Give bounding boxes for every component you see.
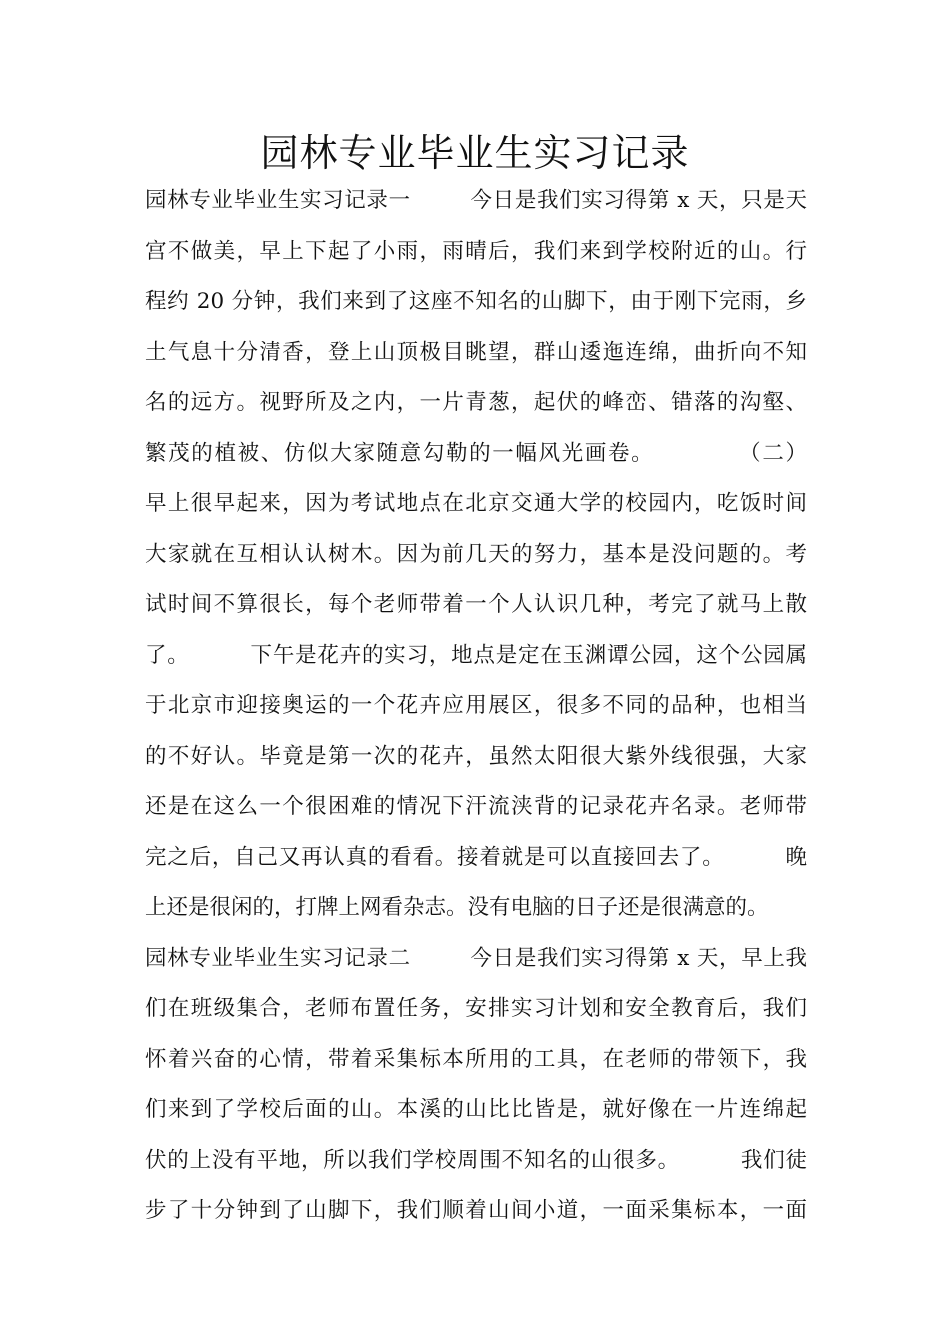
text-line: 宫不做美，早上下起了小雨，雨晴后，我们来到学校附近的山。行 bbox=[145, 238, 807, 264]
document-body bbox=[145, 176, 807, 1237]
text-line: 名的远方。视野所及之内，一片青葱，起伏的峰峦、错落的沟壑、 bbox=[145, 390, 807, 415]
text-line: 们来到了学校后面的山。本溪的山比比皆是，就好像在一片连绵起 bbox=[145, 1097, 807, 1122]
document-title: 园林专业毕业生实习记录 bbox=[260, 131, 690, 175]
text-line: 繁茂的植被、仿似大家随意勾勒的一幅风光画卷。 （二） bbox=[145, 440, 807, 466]
text-line: 于北京市迎接奥运的一个花卉应用展区，很多不同的品种，也相当 bbox=[145, 693, 807, 718]
text-line: 伏的上没有平地，所以我们学校周围不知名的山很多。 我们徒 bbox=[145, 1147, 807, 1173]
text-line: 大家就在互相认认树木。因为前几天的努力，基本是没问题的。考 bbox=[145, 541, 807, 567]
text-line: 了。 下午是花卉的实习，地点是定在玉渊谭公园，这个公园属 bbox=[145, 642, 807, 668]
text-line: 园林专业毕业生实习记录二 今日是我们实习得第 x 天，早上我 bbox=[145, 945, 807, 971]
text-line: 们在班级集合，老师布置任务，安排实习计划和安全教育后，我们 bbox=[145, 996, 807, 1021]
text-line: 还是在这么一个很困难的情况下汗流浃背的记录花卉名录。老师带 bbox=[145, 794, 807, 819]
text-line: 土气息十分清香，登上山顶极目眺望，群山逶迤连绵，曲折向不知 bbox=[145, 339, 807, 365]
text-line: 园林专业毕业生实习记录一 今日是我们实习得第 x 天，只是天 bbox=[145, 188, 807, 213]
text-line: 步了十分钟到了山脚下，我们顺着山间小道，一面采集标本，一面 bbox=[145, 1198, 807, 1223]
text-line: 的不好认。毕竟是第一次的花卉，虽然太阳很大紫外线很强，大家 bbox=[145, 743, 807, 769]
text-line: 程约 20 分钟，我们来到了这座不知名的山脚下，由于刚下完雨，乡 bbox=[145, 289, 807, 314]
text-line: 试时间不算很长，每个老师带着一个人认识几种，考完了就马上散 bbox=[145, 592, 807, 617]
text-line: 上还是很闲的，打牌上网看杂志。没有电脑的日子还是很满意的。 bbox=[145, 895, 769, 920]
text-line: 怀着兴奋的心情，带着采集标本所用的工具，在老师的带领下，我 bbox=[145, 1046, 807, 1072]
text-line: 早上很早起来，因为考试地点在北京交通大学的校园内，吃饭时间 bbox=[145, 491, 807, 516]
text-line: 完之后，自己又再认真的看看。接着就是可以直接回去了。 晚 bbox=[145, 844, 807, 870]
